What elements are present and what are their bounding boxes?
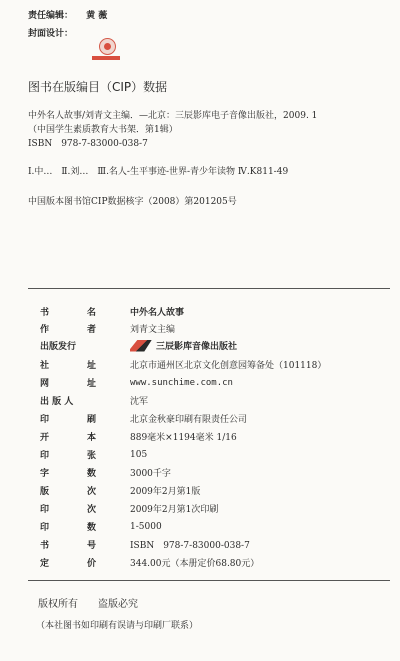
author-value: 刘青文主编: [130, 325, 176, 335]
edition-value: 2009年2月第1版: [130, 487, 201, 497]
row-label: 开 本: [40, 433, 96, 443]
cover-designer-label: 封面设计：: [28, 29, 74, 39]
row-label: 定 价: [40, 559, 96, 569]
row-label: 出版发行: [40, 342, 77, 352]
detail-row: [40, 392, 380, 409]
row-label: 社 址: [40, 361, 96, 371]
detail-row: [40, 356, 380, 373]
detail-row: [40, 410, 380, 427]
print-run-value: 1-5000: [130, 521, 162, 532]
row-label: 作 者: [40, 325, 96, 335]
printing-error-note: （本社图书如印刷有误请与印刷厂联系）: [36, 621, 199, 631]
row-label: 版 次: [40, 487, 96, 497]
price-value: 344.00元（本册定价68.80元）: [130, 559, 260, 569]
format-value: 889毫米×1194毫米 1/16: [130, 433, 237, 443]
cip-line-5: 中国版本图书馆CIP数据核字（2008）第201205号: [28, 197, 237, 207]
copyright-notice: 版权所有 盗版必究: [38, 599, 138, 610]
publisher-mark-icon: [130, 340, 152, 352]
publisher-logo: [92, 38, 120, 60]
address-value: 北京市通州区北京文化创意园筹备处（101118）: [130, 361, 327, 371]
row-label: 印 次: [40, 505, 96, 515]
cip-line-1: 中外名人故事/刘青文主编．—北京：三辰影库电子音像出版社，2009. 1: [28, 111, 318, 121]
row-label: 书 名: [40, 308, 96, 318]
row-label: 印 刷: [40, 415, 96, 425]
cip-line-2: （中国学生素质教育大书架．第1辑）: [28, 125, 178, 135]
detail-row: [40, 337, 380, 354]
editor-line: [28, 10, 107, 22]
logo-circle-icon: [99, 38, 116, 55]
row-label: 印 张: [40, 451, 96, 461]
printing-value: 2009年2月第1次印刷: [130, 505, 219, 515]
row-label: 网 址: [40, 379, 96, 389]
isbn-value: ISBN 978-7-83000-038-7: [130, 541, 250, 551]
detail-row: [40, 428, 380, 445]
cip-heading: 图书在版编目（CIP）数据: [28, 80, 168, 94]
cip-line-4: Ⅰ.中… Ⅱ.刘… Ⅲ.名人-生平事迹-世界-青少年读物 Ⅳ.K811-49: [28, 167, 289, 177]
word-count-value: 3000千字: [130, 469, 171, 479]
detail-row: [40, 374, 380, 391]
row-label: 字 数: [40, 469, 96, 479]
printer-value: 北京金秋豪印刷有限责任公司: [130, 415, 248, 425]
detail-row: [40, 446, 380, 463]
detail-row: [40, 554, 380, 571]
detail-row: [40, 482, 380, 499]
row-label: 书 号: [40, 541, 96, 551]
detail-row: [40, 303, 380, 320]
sheets-value: 105: [130, 449, 148, 460]
detail-row: [40, 518, 380, 535]
editor-label: 责任编辑：: [28, 11, 74, 21]
cip-line-3: ISBN 978-7-83000-038-7: [28, 139, 148, 149]
detail-row: [40, 464, 380, 481]
detail-row: [40, 536, 380, 553]
detail-row: [40, 500, 380, 517]
row-label: 印 数: [40, 523, 96, 533]
detail-row: [40, 320, 380, 337]
book-title-value: 中外名人故事: [130, 308, 185, 318]
publisher-person-value: 沈军: [130, 397, 149, 407]
editor-name: 黄 薇: [86, 11, 108, 21]
row-label: 出 版 人: [40, 397, 74, 407]
logo-bar: [92, 56, 120, 60]
publisher-value: 三辰影库音像出版社: [130, 339, 237, 352]
bottom-divider: [28, 580, 390, 581]
top-divider: [28, 288, 390, 289]
website-value: www.sunchime.com.cn: [130, 377, 233, 388]
